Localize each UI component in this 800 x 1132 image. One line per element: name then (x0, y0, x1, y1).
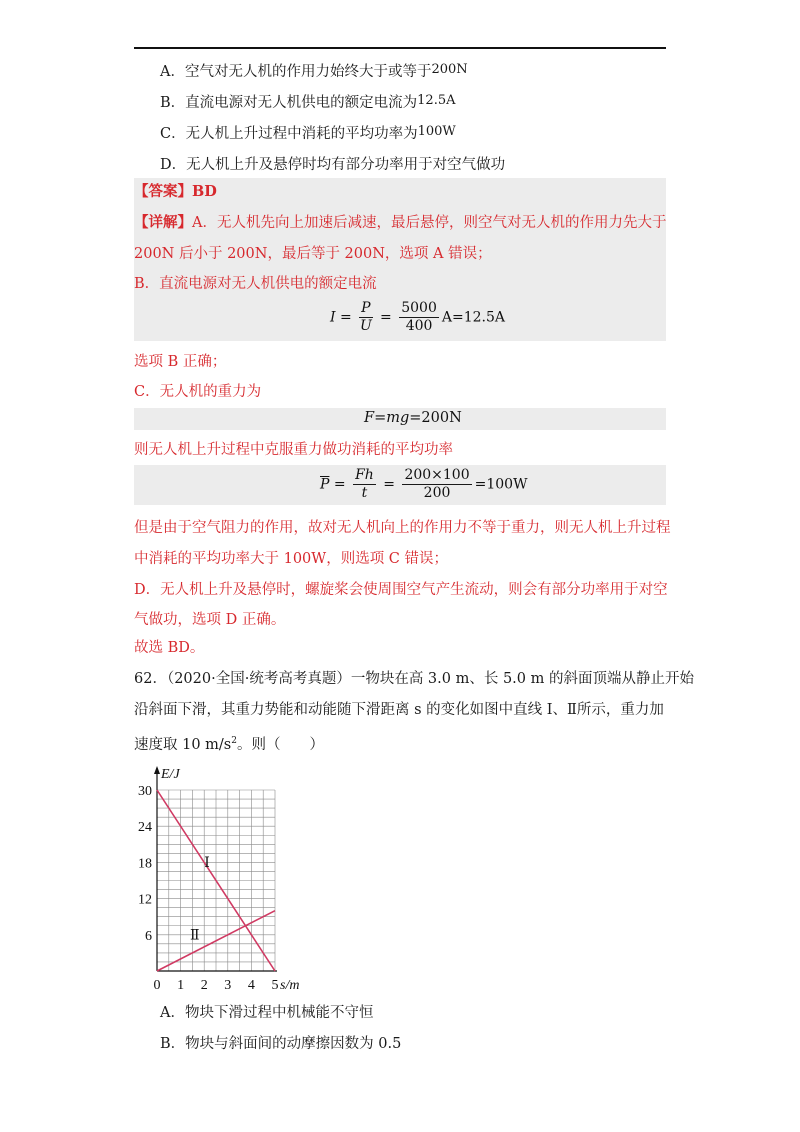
option-d: D．无人机上升及悬停时均有部分功率用于对空气做功 (160, 157, 506, 173)
option-bottom-b: B．物块与斜面间的动摩擦因数为 0.5 (160, 1036, 402, 1052)
question-62-line-3: 速度取 10 $m/s^2$。则（ ） (134, 736, 324, 753)
x-axis-label: s/m (280, 978, 300, 990)
header-rule (134, 47, 666, 49)
series-label-2: Ⅱ (190, 928, 200, 944)
detail-final: 故选 BD。 (134, 640, 205, 656)
option-bottom-a: A．物块下滑过程中机械能不守恒 (160, 1005, 374, 1021)
y-tick-label: 18 (138, 856, 152, 872)
detail-line-1: 【详解】A．无人机先向上加速后减速，最后悬停，则空气对无人机的作用力先大于 (134, 214, 667, 231)
formula-gravity: F=mg=200N (364, 410, 462, 426)
detail-b-line: B．直流电源对无人机供电的额定电流 (134, 276, 377, 292)
x-tick-label: 2 (200, 978, 208, 990)
y-tick-label: 24 (138, 820, 152, 836)
detail-d-line-1: D．无人机上升及悬停时，螺旋桨会使周围空气产生流动，则会有部分功率用于对空 (134, 582, 668, 598)
option-a: A．空气对无人机的作用力始终大于或等于200N (160, 62, 468, 80)
x-tick-label: 5 (271, 978, 279, 990)
x-tick-label: 4 (247, 978, 255, 990)
detail-b-conclusion: 选项 B 正确； (134, 354, 227, 370)
x-tick-label: 1 (177, 978, 185, 990)
detail-d-line-2: 气做功，选项 D 正确。 (134, 612, 286, 628)
formula-current: I = $\frac{P}{U}$ = $\frac{5000}{400}$ A=12.5A (330, 300, 505, 334)
option-c: C．无人机上升过程中消耗的平均功率为100W (160, 124, 456, 142)
y-axis-label: E/J (161, 767, 180, 782)
series-label-1: Ⅰ (204, 856, 210, 872)
question-62-line-2: 沿斜面下滑，其重力势能和动能随下滑距离 s 的变化如图中直线 Ⅰ、Ⅱ所示，重力加 (134, 702, 664, 718)
question-62-line-1: 62．（2020·全国·统考高考真题）一物块在高 3.0 m、长 5.0 m 的斜面顶端从静止开始 (134, 671, 694, 687)
x-tick-label: 3 (224, 978, 232, 990)
y-tick-label: 12 (138, 892, 152, 908)
formula-power: $\overline{P}$ = $\frac{Fh}{t}$ = $\frac{200\times 100}{200}$ =100W (320, 467, 528, 501)
answer-line: 【答案】BD (134, 183, 217, 200)
detail-c-line-3: 但是由于空气阻力的作用，故对无人机向上的作用力不等于重力，则无人机上升过程 (134, 520, 671, 536)
x-tick-label: 0 (153, 978, 161, 990)
energy-distance-chart (120, 760, 330, 990)
detail-line-2: 200N 后小于 200N，最后等于 200N，选项 A 错误； (134, 246, 492, 262)
option-b: B．直流电源对无人机供电的额定电流为12.5A (160, 93, 456, 111)
detail-c-line-4: 中消耗的平均功率大于 100W，则选项 C 错误； (134, 551, 448, 567)
y-tick-label: 30 (138, 784, 152, 799)
detail-c-line-2: 则无人机上升过程中克服重力做功消耗的平均功率 (134, 442, 453, 458)
y-tick-label: 6 (145, 928, 152, 944)
y-axis-arrow (154, 766, 160, 774)
detail-c-line: C．无人机的重力为 (134, 384, 262, 400)
